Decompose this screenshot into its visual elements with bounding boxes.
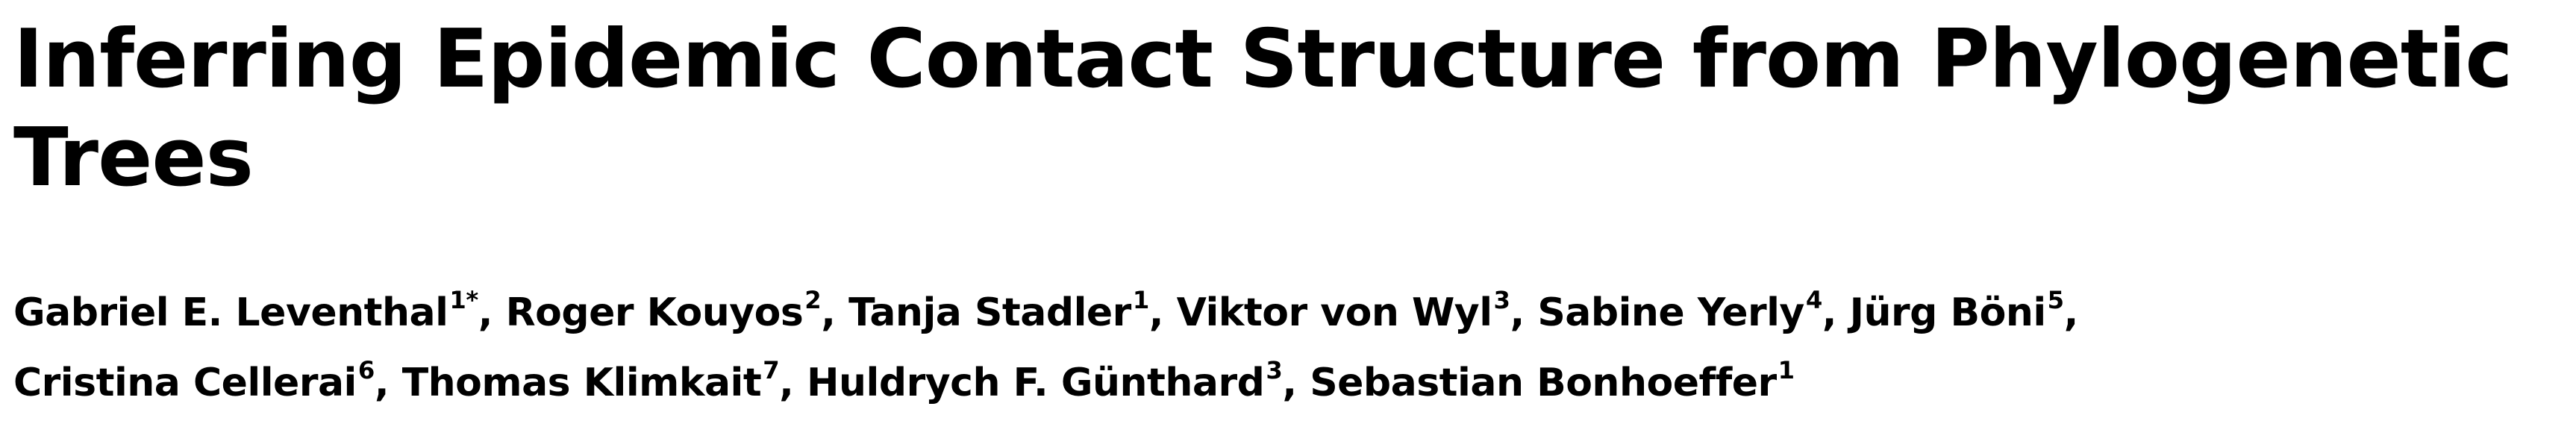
author-affiliation: 3 — [1493, 285, 1510, 314]
author-name: Huldrych F. Günthard — [807, 361, 1265, 405]
author-affiliation: 2 — [804, 285, 822, 314]
author-list — [13, 278, 2566, 418]
author-affiliation: 1* — [449, 285, 478, 314]
author-name: Viktor von Wyl — [1176, 290, 1492, 335]
author — [13, 285, 506, 335]
author-affiliation: 1 — [1778, 355, 1795, 384]
author-name: Tanja Stadler — [848, 290, 1131, 335]
author — [807, 355, 1310, 405]
author — [505, 285, 849, 335]
author-name: Sabine Yerly — [1537, 290, 1804, 335]
author-separator: , — [2063, 290, 2078, 335]
title-line-1: Inferring Epidemic Contact Structure from Phylogenetic — [13, 13, 2513, 106]
author-line-1 — [13, 278, 2566, 348]
author-separator: , — [1282, 361, 1310, 405]
author-name: Sebastian Bonhoeffer — [1310, 361, 1777, 405]
author-affiliation: 1 — [1132, 285, 1149, 314]
paper-header — [13, 10, 2566, 208]
author-affiliation: 7 — [763, 355, 780, 384]
author-name: Gabriel E. Leventhal — [13, 290, 448, 335]
author-separator: , — [1148, 290, 1177, 335]
author-affiliation: 5 — [2047, 285, 2064, 314]
paper-title — [13, 10, 2566, 208]
author-line-2 — [13, 348, 2566, 418]
author-separator: , — [779, 361, 807, 405]
author-name: Cristina Cellerai — [13, 361, 357, 405]
author-separator: , — [1822, 290, 1850, 335]
author-affiliation: 3 — [1266, 355, 1283, 384]
author-name: Roger Kouyos — [505, 290, 804, 335]
author-separator: , — [1510, 290, 1538, 335]
author-name: Jürg Böni — [1849, 290, 2046, 335]
author-separator: , — [374, 361, 402, 405]
author — [848, 285, 1177, 335]
author — [13, 355, 402, 405]
author-name: Thomas Klimkait — [401, 361, 762, 405]
author-separator: , — [821, 290, 849, 335]
author — [1849, 285, 2078, 335]
author — [1537, 285, 1850, 335]
author — [1310, 355, 1795, 405]
author — [401, 355, 807, 405]
author-affiliation: 4 — [1805, 285, 1822, 314]
author-separator: , — [478, 290, 506, 335]
title-line-2: Trees — [13, 111, 253, 205]
author — [1176, 285, 1538, 335]
author-affiliation: 6 — [357, 355, 375, 384]
